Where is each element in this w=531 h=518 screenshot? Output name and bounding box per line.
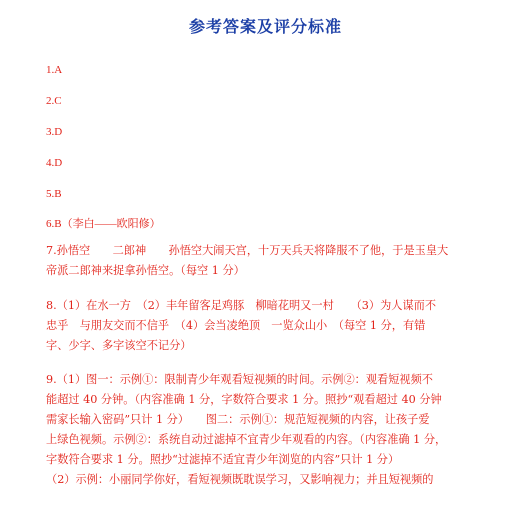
answer-9-line: 能超过 40 分钟。（内容准确 1 分，字数符合要求 1 分。照抄“观看超过 40 分钟	[46, 393, 442, 406]
answer-item-1: 1.A	[46, 64, 63, 76]
answer-item-7	[46, 241, 506, 281]
answer-item-3: 3.D	[46, 126, 63, 138]
answer-9-line: 需家长输入密码”只计 1 分） 图二：示例①：规范短视频的内容，让孩子爱	[46, 413, 430, 426]
answer-9-line: 上绿色视频。示例②：系统自动过滤掉不宜青少年观看的内容。（内容准确 1 分，	[46, 433, 447, 446]
answer-9-line: 9.（1）图一：示例①：限制青少年观看短视频的时间。示例②：观看短视频不	[46, 373, 433, 386]
answer-item-9	[46, 370, 506, 490]
answer-item-4: 4.D	[46, 157, 63, 169]
answer-item-5: 5.B	[46, 188, 62, 200]
answer-9-line: （2）示例：小丽同学你好，看短视频既耽误学习，又影响视力；并且短视频的	[46, 473, 434, 486]
answer-item-2: 2.C	[46, 95, 62, 107]
page-title: 参考答案及评分标准	[188, 17, 342, 36]
answer-item-6: 6.B（李白——欧阳修）	[46, 218, 161, 230]
answer-7-line: 帝派二郎神来捉拿孙悟空。（每空 1 分）	[46, 264, 245, 277]
answer-8-line: 8.（1）在水一方 （2）丰年留客足鸡豚 柳暗花明又一村 （3）为人谋而不	[46, 299, 437, 312]
answer-7-line: 7.孙悟空 二郎神 孙悟空大闹天宫，十万天兵天将降服不了他，于是玉皇大	[46, 244, 449, 257]
answer-8-line: 忠乎 与朋友交而不信乎 （4）会当凌绝顶 一览众山小 （每空 1 分，有错	[46, 319, 426, 332]
answer-9-line: 字数符合要求 1 分。照抄“过滤掉不适宜青少年浏览的内容”只计 1 分）	[46, 453, 400, 466]
answer-item-8	[46, 296, 506, 356]
answer-8-line: 字、少字、多字该空不记分）	[46, 339, 192, 352]
